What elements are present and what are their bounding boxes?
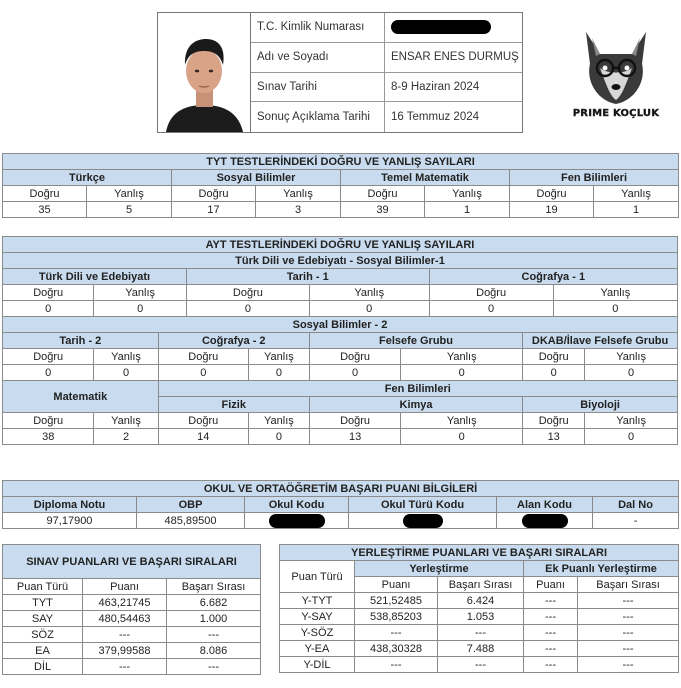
y-basari-sirasi-header: Başarı Sırası bbox=[438, 577, 524, 593]
result-date-value: 16 Temmuz 2024 bbox=[391, 111, 480, 124]
placement-row-value: 538,85203 bbox=[355, 609, 438, 625]
ayt-fizik-yanlis: 0 bbox=[248, 429, 309, 445]
ayt-tarih2-dogru: 0 bbox=[3, 365, 94, 381]
yanlis-label: Yanlış bbox=[594, 186, 679, 202]
school-title: OKUL VE ORTAÖĞRETİM BAŞARI PUANI BİLGİLERİ bbox=[3, 481, 679, 497]
yanlis-label: Yanlış bbox=[585, 413, 678, 429]
dogru-label: Doğru bbox=[3, 413, 94, 429]
logo-text: PRIME KOÇLUK bbox=[572, 108, 660, 119]
dogru-label: Doğru bbox=[510, 186, 594, 202]
yanlis-label: Yanlış bbox=[553, 285, 677, 301]
dogru-label: Doğru bbox=[429, 285, 553, 301]
tyt-fen-dogru: 19 bbox=[510, 202, 594, 218]
score-row-value: 463,21745 bbox=[83, 595, 167, 611]
okul-kodu-value bbox=[245, 513, 349, 529]
placement-row-ek-rank: --- bbox=[578, 625, 679, 641]
dogru-label: Doğru bbox=[309, 349, 400, 365]
placement-row-rank: 1.053 bbox=[438, 609, 524, 625]
ayt-fen-title: Fen Bilimleri bbox=[158, 381, 677, 397]
tyt-subject-fen: Fen Bilimleri bbox=[510, 170, 679, 186]
tc-value bbox=[385, 13, 522, 43]
tyt-subject-matematik: Temel Matematik bbox=[341, 170, 510, 186]
ayt-cografya2-dogru: 0 bbox=[158, 365, 248, 381]
placement-row-ek-rank: --- bbox=[578, 609, 679, 625]
placement-row-type: Y-TYT bbox=[280, 593, 355, 609]
ayt-felsefe-header: Felsefe Grubu bbox=[309, 333, 522, 349]
dogru-label: Doğru bbox=[172, 186, 256, 202]
yerlestirme-header: Yerleştirme bbox=[355, 561, 524, 577]
ayt-edebiyat-dogru: 0 bbox=[3, 301, 94, 317]
name-value: ENSAR ENES DURMUŞ bbox=[385, 43, 522, 73]
yanlis-label: Yanlış bbox=[94, 349, 158, 365]
ayt-kimya-dogru: 13 bbox=[309, 429, 400, 445]
tyt-title: TYT TESTLERİNDEKİ DOĞRU VE YANLIŞ SAYILARI bbox=[3, 154, 679, 170]
result-date-label: Sonuç Açıklama Tarihi bbox=[251, 102, 385, 132]
score-row-rank: --- bbox=[167, 627, 261, 643]
ayt-group1-title: Türk Dili ve Edebiyatı - Sosyal Bilimler-1 bbox=[3, 253, 678, 269]
score-row-rank: 1.000 bbox=[167, 611, 261, 627]
ayt-tarih2-header: Tarih - 2 bbox=[3, 333, 159, 349]
okul-kodu-header: Okul Kodu bbox=[245, 497, 349, 513]
ayt-title: AYT TESTLERİNDEKİ DOĞRU VE YANLIŞ SAYILARI bbox=[3, 237, 678, 253]
okul-turu-kodu-header: Okul Türü Kodu bbox=[349, 497, 497, 513]
yanlis-label: Yanlış bbox=[401, 413, 523, 429]
score-row-type: TYT bbox=[3, 595, 83, 611]
yanlis-label: Yanlış bbox=[87, 186, 172, 202]
placement-row-rank: --- bbox=[438, 657, 524, 673]
tyt-subject-turkce: Türkçe bbox=[3, 170, 172, 186]
ayt-cografya1-dogru: 0 bbox=[429, 301, 553, 317]
placement-row-type: Y-EA bbox=[280, 641, 355, 657]
ayt-cografya1-header: Coğrafya - 1 bbox=[429, 269, 677, 285]
basari-sirasi-header: Başarı Sırası bbox=[167, 579, 261, 595]
placement-row-type: Y-SAY bbox=[280, 609, 355, 625]
tyt-subject-sosyal: Sosyal Bilimler bbox=[172, 170, 341, 186]
tyt-fen-yanlis: 1 bbox=[594, 202, 679, 218]
ayt-matematik-yanlis: 2 bbox=[94, 429, 158, 445]
yanlis-label: Yanlış bbox=[256, 186, 341, 202]
ayt-kimya-yanlis: 0 bbox=[401, 429, 523, 445]
ayt-felsefe-yanlis: 0 bbox=[401, 365, 523, 381]
redacted-tc-number bbox=[391, 20, 491, 34]
y-puani-header: Puanı bbox=[355, 577, 438, 593]
placement-row-ek-value: --- bbox=[524, 593, 578, 609]
yanlis-label: Yanlış bbox=[94, 285, 187, 301]
exam-date-value: 8-9 Haziran 2024 bbox=[385, 73, 522, 103]
dogru-label: Doğru bbox=[158, 413, 248, 429]
student-info-header bbox=[157, 12, 523, 133]
tyt-matematik-dogru: 39 bbox=[341, 202, 425, 218]
ayt-group2-title: Sosyal Bilimler - 2 bbox=[3, 317, 678, 333]
obp-value: 485,89500 bbox=[137, 513, 245, 529]
tyt-sosyal-yanlis: 3 bbox=[256, 202, 341, 218]
dogru-label: Doğru bbox=[158, 349, 248, 365]
placement-row-rank: 7.488 bbox=[438, 641, 524, 657]
yanlis-label: Yanlış bbox=[425, 186, 510, 202]
score-row-type: SAY bbox=[3, 611, 83, 627]
dogru-label: Doğru bbox=[523, 349, 585, 365]
ayt-edebiyat-header: Türk Dili ve Edebiyatı bbox=[3, 269, 187, 285]
ayt-biyoloji-yanlis: 0 bbox=[585, 429, 678, 445]
okul-turu-kodu-value bbox=[349, 513, 497, 529]
ayt-tarih1-header: Tarih - 1 bbox=[186, 269, 429, 285]
yanlis-label: Yanlış bbox=[248, 413, 309, 429]
score-row-rank: 8.086 bbox=[167, 643, 261, 659]
placement-row-ek-value: --- bbox=[524, 657, 578, 673]
yanlis-label: Yanlış bbox=[401, 349, 523, 365]
score-row-value: --- bbox=[83, 659, 167, 675]
placement-row-value: --- bbox=[355, 625, 438, 641]
tyt-turkce-dogru: 35 bbox=[3, 202, 87, 218]
score-row-type: SÖZ bbox=[3, 627, 83, 643]
ayt-tarih1-yanlis: 0 bbox=[309, 301, 429, 317]
ayt-fizik-dogru: 14 bbox=[158, 429, 248, 445]
dogru-label: Doğru bbox=[3, 186, 87, 202]
placement-row-value: 521,52485 bbox=[355, 593, 438, 609]
dal-no-header: Dal No bbox=[593, 497, 679, 513]
wolf-with-glasses-icon bbox=[566, 24, 666, 108]
name-label: Adı ve Soyadı bbox=[251, 43, 385, 73]
tyt-turkce-yanlis: 5 bbox=[87, 202, 172, 218]
alan-kodu-value bbox=[497, 513, 593, 529]
placement-row-ek-value: --- bbox=[524, 625, 578, 641]
ayt-matematik-header: Matematik bbox=[3, 381, 159, 413]
placement-row-rank: 6.424 bbox=[438, 593, 524, 609]
scores-table bbox=[2, 544, 261, 675]
ek-puanli-header: Ek Puanlı Yerleştirme bbox=[524, 561, 679, 577]
placement-title: YERLEŞTİRME PUANLARI VE BAŞARI SIRALARI bbox=[280, 545, 679, 561]
score-row-type: DİL bbox=[3, 659, 83, 675]
ek-puani-header: Puanı bbox=[524, 577, 578, 593]
ayt-cografya1-yanlis: 0 bbox=[553, 301, 677, 317]
ayt-tarih2-yanlis: 0 bbox=[94, 365, 158, 381]
tyt-sosyal-dogru: 17 bbox=[172, 202, 256, 218]
placement-row-ek-rank: --- bbox=[578, 593, 679, 609]
redacted-okul-kodu bbox=[269, 514, 325, 528]
school-table bbox=[2, 480, 679, 529]
yanlis-label: Yanlış bbox=[248, 349, 309, 365]
dogru-label: Doğru bbox=[523, 413, 585, 429]
y-puan-turu-header: Puan Türü bbox=[280, 561, 355, 593]
ayt-table bbox=[2, 236, 678, 445]
placement-row-ek-value: --- bbox=[524, 609, 578, 625]
redacted-alan-kodu bbox=[522, 514, 568, 528]
score-row-type: EA bbox=[3, 643, 83, 659]
placement-row-ek-rank: --- bbox=[578, 657, 679, 673]
ayt-cografya2-yanlis: 0 bbox=[248, 365, 309, 381]
ayt-kimya-header: Kimya bbox=[309, 397, 522, 413]
ayt-biyoloji-dogru: 13 bbox=[523, 429, 585, 445]
student-photo bbox=[158, 13, 251, 132]
yanlis-label: Yanlış bbox=[309, 285, 429, 301]
placement-table bbox=[279, 544, 679, 673]
puan-turu-header: Puan Türü bbox=[3, 579, 83, 595]
diploma-header: Diploma Notu bbox=[3, 497, 137, 513]
ayt-fizik-header: Fizik bbox=[158, 397, 309, 413]
placement-row-rank: --- bbox=[438, 625, 524, 641]
score-row-value: 480,54463 bbox=[83, 611, 167, 627]
obp-header: OBP bbox=[137, 497, 245, 513]
placement-row-type: Y-SÖZ bbox=[280, 625, 355, 641]
tyt-table bbox=[2, 153, 679, 218]
exam-date-label: Sınav Tarihi bbox=[251, 73, 385, 103]
ek-basari-sirasi-header: Başarı Sırası bbox=[578, 577, 679, 593]
dogru-label: Doğru bbox=[309, 413, 400, 429]
ayt-biyoloji-header: Biyoloji bbox=[523, 397, 678, 413]
puani-header: Puanı bbox=[83, 579, 167, 595]
placement-row-type: Y-DİL bbox=[280, 657, 355, 673]
ayt-cografya2-header: Coğrafya - 2 bbox=[158, 333, 309, 349]
alan-kodu-header: Alan Kodu bbox=[497, 497, 593, 513]
ayt-dkab-yanlis: 0 bbox=[585, 365, 678, 381]
ayt-dkab-header: DKAB/İlave Felsefe Grubu bbox=[523, 333, 678, 349]
dogru-label: Doğru bbox=[3, 349, 94, 365]
yanlis-label: Yanlış bbox=[94, 413, 158, 429]
ayt-felsefe-dogru: 0 bbox=[309, 365, 400, 381]
ayt-matematik-dogru: 38 bbox=[3, 429, 94, 445]
placement-row-ek-rank: --- bbox=[578, 641, 679, 657]
score-row-rank: --- bbox=[167, 659, 261, 675]
ayt-dkab-dogru: 0 bbox=[523, 365, 585, 381]
scores-title: SINAV PUANLARI VE BAŞARI SIRALARI bbox=[3, 545, 261, 579]
tyt-matematik-yanlis: 1 bbox=[425, 202, 510, 218]
placement-row-value: 438,30328 bbox=[355, 641, 438, 657]
dogru-label: Doğru bbox=[3, 285, 94, 301]
ayt-tarih1-dogru: 0 bbox=[186, 301, 309, 317]
score-row-rank: 6.682 bbox=[167, 595, 261, 611]
placement-row-value: --- bbox=[355, 657, 438, 673]
diploma-value: 97,17900 bbox=[3, 513, 137, 529]
score-row-value: 379,99588 bbox=[83, 643, 167, 659]
score-row-value: --- bbox=[83, 627, 167, 643]
prime-kocluk-logo bbox=[566, 24, 666, 128]
dal-no-value: - bbox=[593, 513, 679, 529]
dogru-label: Doğru bbox=[341, 186, 425, 202]
tc-label: T.C. Kimlik Numarası bbox=[251, 13, 385, 43]
yanlis-label: Yanlış bbox=[585, 349, 678, 365]
ayt-edebiyat-yanlis: 0 bbox=[94, 301, 187, 317]
redacted-okul-turu-kodu bbox=[403, 514, 443, 528]
placement-row-ek-value: --- bbox=[524, 641, 578, 657]
dogru-label: Doğru bbox=[186, 285, 309, 301]
